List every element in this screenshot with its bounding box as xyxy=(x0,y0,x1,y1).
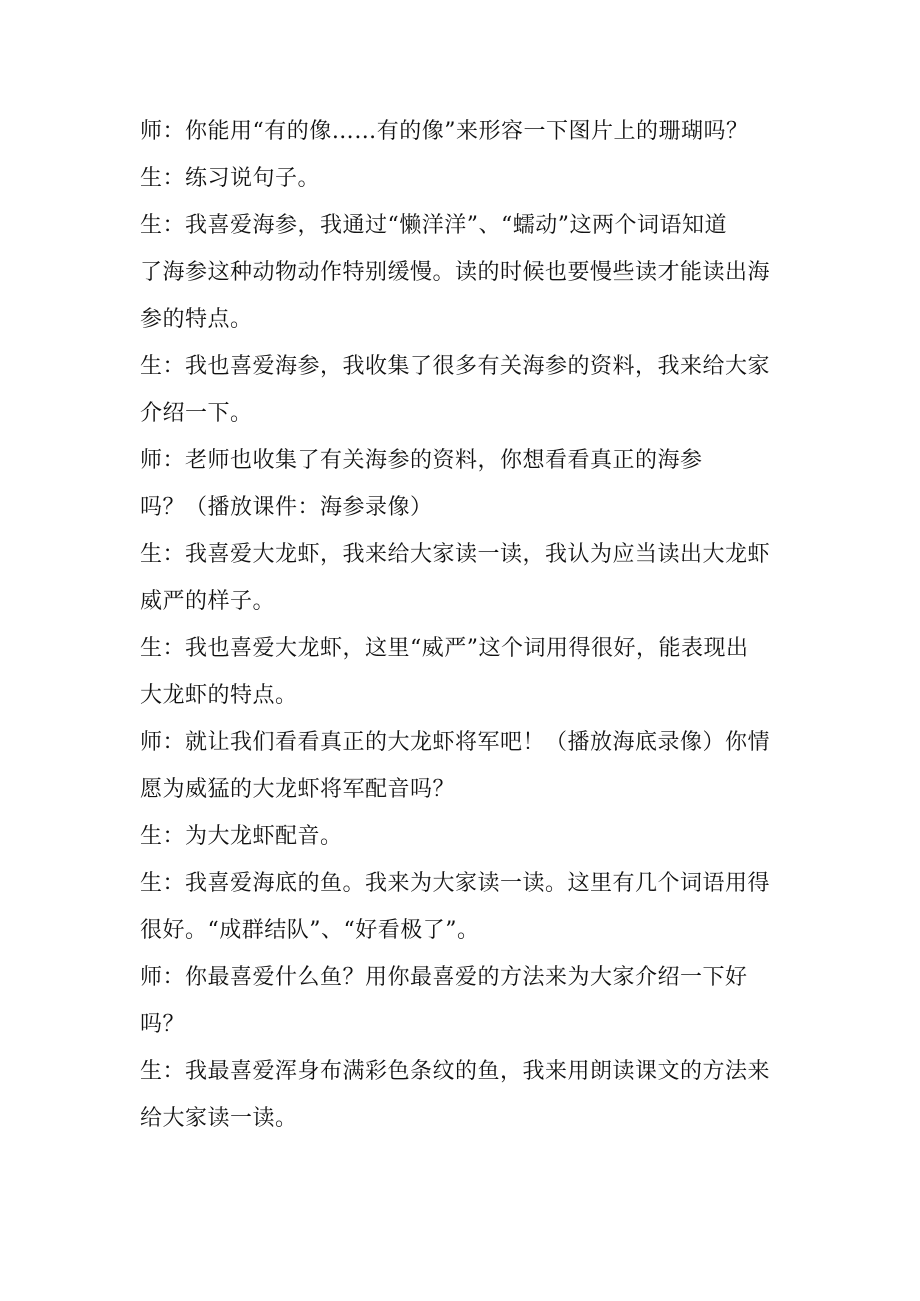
text-line-8: 师：老师也收集了有关海参的资料，你想看看真正的海参 xyxy=(140,448,703,473)
text-line-17: 生：我喜爱海底的鱼。我来为大家读一读。这里有几个词语用得 xyxy=(140,871,771,896)
text-line-11: 威严的样子。 xyxy=(140,589,276,614)
text-line-22: 给大家读一读。 xyxy=(140,1106,298,1131)
text-line-7: 介绍一下。 xyxy=(140,401,253,426)
text-line-4: 了海参这种动物动作特别缓慢。读的时候也要慢些读才能读出海 xyxy=(140,260,771,285)
text-line-13: 大龙虾的特点。 xyxy=(140,683,298,708)
text-line-12: 生：我也喜爱大龙虾，这里“威严”这个词用得很好，能表现出 xyxy=(140,636,749,661)
text-line-9: 吗？（播放课件：海参录像） xyxy=(140,495,433,520)
text-line-2: 生：练习说句子。 xyxy=(140,166,321,191)
text-line-21: 生：我最喜爱浑身布满彩色条纹的鱼，我来用朗读课文的方法来 xyxy=(140,1059,771,1084)
text-line-16: 生：为大龙虾配音。 xyxy=(140,824,343,849)
text-line-14: 师：就让我们看看真正的大龙虾将军吧！（播放海底录像）你情 xyxy=(140,730,771,755)
text-line-1: 师：你能用“有的像……有的像”来形容一下图片上的珊瑚吗？ xyxy=(140,119,749,144)
text-line-6: 生：我也喜爱海参，我收集了很多有关海参的资料，我来给大家 xyxy=(140,354,771,379)
document-body xyxy=(140,108,800,1142)
text-line-15: 愿为威猛的大龙虾将军配音吗？ xyxy=(140,777,456,802)
text-line-5: 参的特点。 xyxy=(140,307,253,332)
text-line-18: 很好。“成群结队”、“好看极了”。 xyxy=(140,918,480,943)
text-line-3: 生：我喜爱海参，我通过“懒洋洋”、“蠕动”这两个词语知道 xyxy=(140,213,727,238)
text-line-19: 师：你最喜爱什么鱼？用你最喜爱的方法来为大家介绍一下好 xyxy=(140,965,748,990)
text-line-10: 生：我喜爱大龙虾，我来给大家读一读，我认为应当读出大龙虾 xyxy=(140,542,771,567)
text-line-20: 吗？ xyxy=(140,1012,186,1037)
